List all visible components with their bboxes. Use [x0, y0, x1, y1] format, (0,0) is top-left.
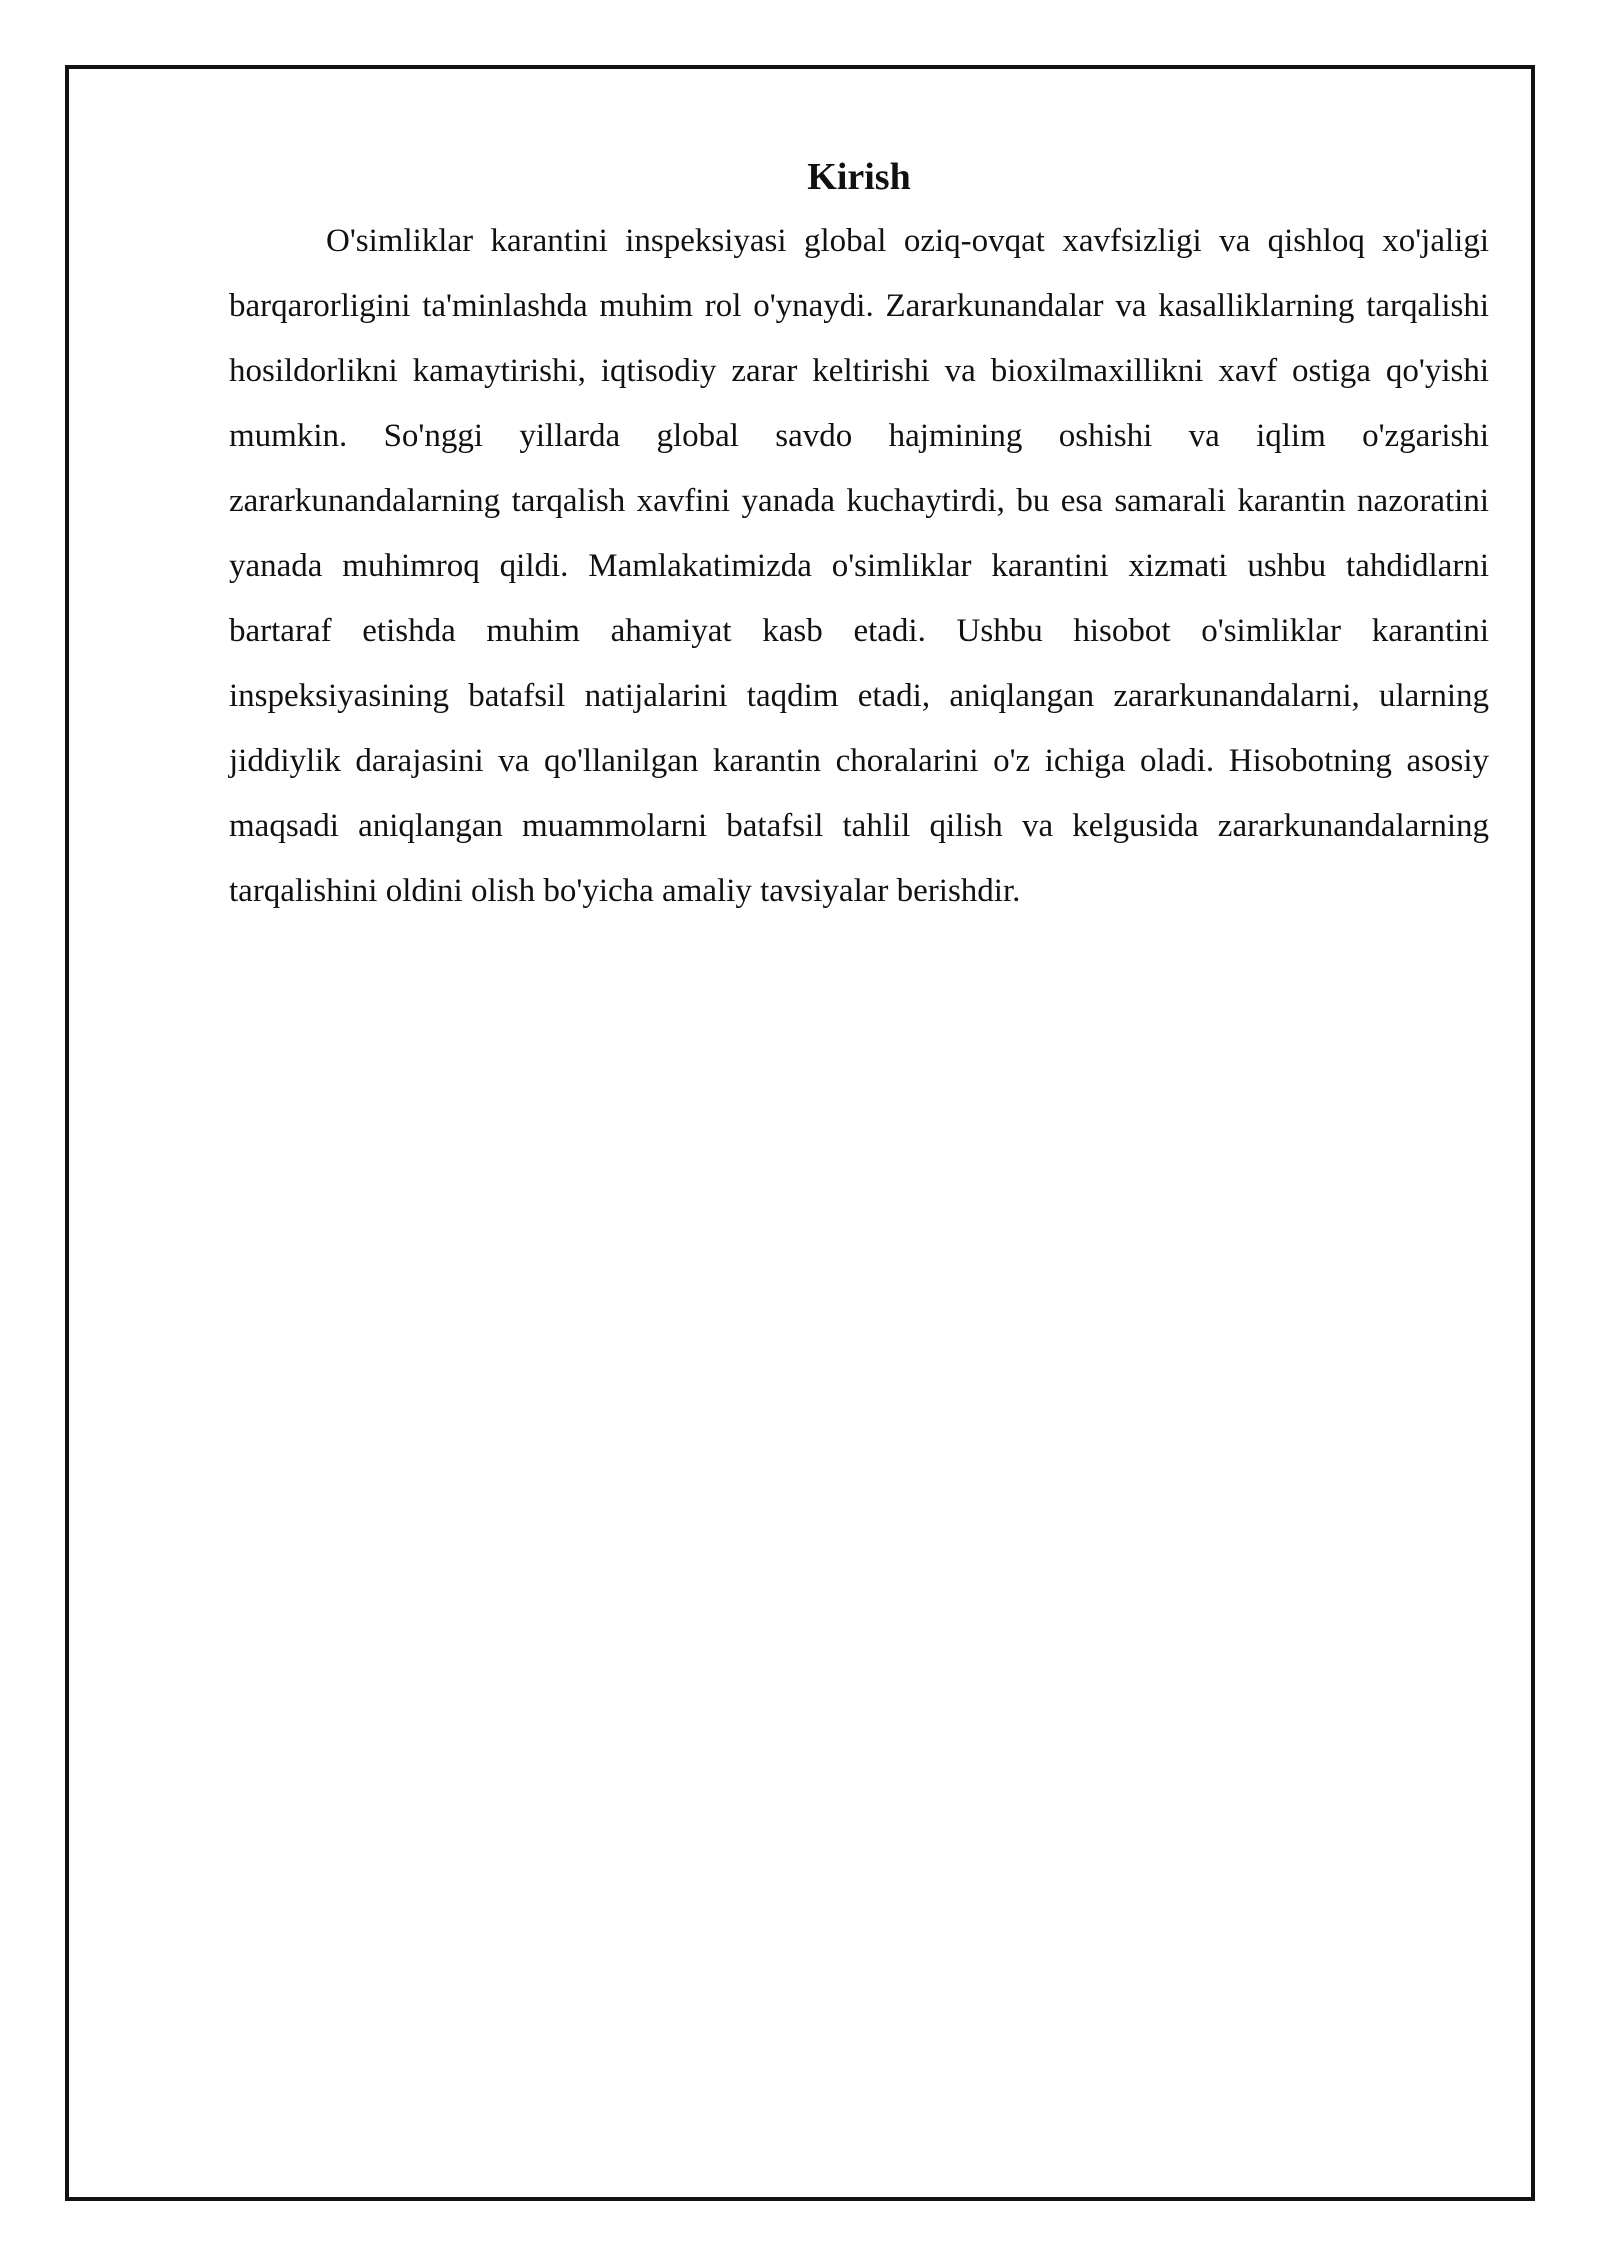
document-content: [229, 145, 1489, 924]
body-paragraph: O'simliklar karantini inspeksiyasi global oziq-ovqat xavfsizligi va qishloq xo'jaligi barqarorligini ta'minlashda muhim rol o'ynaydi. Zararkunandalar va kasalliklarning tarqalishi hosildorlikni kamaytirishi, iqtisodiy zarar keltirishi va bioxilmaxillikni xavf ostiga qo'yishi mumkin. So'nggi yillarda global savdo hajmining oshishi va iqlim o'zgarishi zararkunandalarning tarqalish xavfini yanada kuchaytirdi, bu esa samarali karantin nazoratini yanada muhimroq qildi. Mamlakatimizda o'simliklar karantini xizmati ushbu tahdidlarni bartaraf etishda muhim ahamiyat kasb etadi. Ushbu hisobot o'simliklar karantini inspeksiyasining batafsil natijalarini taqdim etadi, aniqlangan zararkunandalarni, ularning jiddiylik darajasini va qo'llanilgan karantin choralarini o'z ichiga oladi. Hisobotning asosiy maqsadi aniqlangan muammolarni batafsil tahlil qilish va kelgusida zararkunandalarning tarqalishini oldini olish bo'yicha amaliy tavsiyalar berishdir.: [229, 223, 1489, 909]
section-heading: Kirish: [807, 156, 911, 198]
